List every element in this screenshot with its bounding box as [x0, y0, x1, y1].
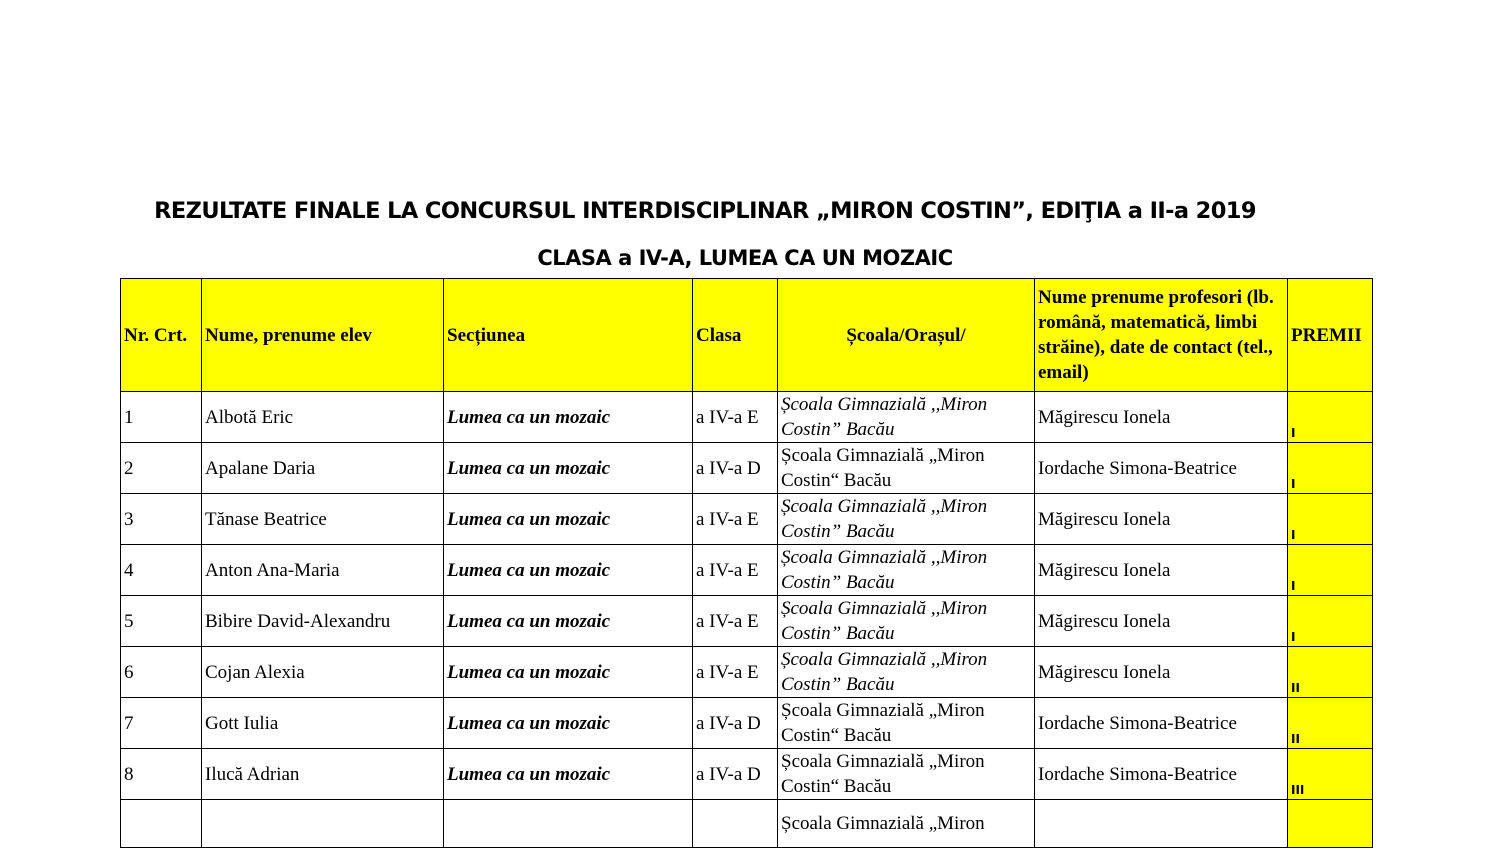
cell-profesor: Măgirescu Ionela [1035, 392, 1288, 443]
cell-nume: Anton Ana-Maria [202, 545, 444, 596]
cell-premiu: I [1288, 596, 1373, 647]
cell-profesor [1035, 800, 1288, 848]
cell-profesor: Iordache Simona-Beatrice [1035, 698, 1288, 749]
cell-clasa: a IV-a E [693, 392, 778, 443]
header-nume: Nume, prenume elev [202, 279, 444, 392]
cell-nume: Apalane Daria [202, 443, 444, 494]
cell-scoala: Școala Gimnazială „Miron Costin“ Bacău [778, 443, 1035, 494]
table-row [121, 494, 1373, 545]
cell-scoala: Școala Gimnazială „Miron Costin“ Bacău [778, 749, 1035, 800]
cell-nr: 5 [121, 596, 202, 647]
table-header-row [121, 279, 1373, 392]
cell-nume: Ilucă Adrian [202, 749, 444, 800]
cell-scoala: Școala Gimnazială ,,Miron Costin” Bacău [778, 596, 1035, 647]
cell-sectiunea: Lumea ca un mozaic [444, 749, 693, 800]
cell-nr: 6 [121, 647, 202, 698]
cell-clasa: a IV-a E [693, 545, 778, 596]
cell-profesor: Iordache Simona-Beatrice [1035, 749, 1288, 800]
cell-sectiunea: Lumea ca un mozaic [444, 494, 693, 545]
table-row [121, 749, 1373, 800]
cell-scoala: Școala Gimnazială ,,Miron Costin” Bacău [778, 647, 1035, 698]
cell-scoala: Școala Gimnazială „Miron [778, 800, 1035, 848]
document-subtitle: CLASA a IV-A, LUMEA CA UN MOZAIC [537, 246, 953, 270]
cell-clasa: a IV-a D [693, 443, 778, 494]
cell-nr: 4 [121, 545, 202, 596]
cell-premiu: II [1288, 698, 1373, 749]
cell-profesor: Măgirescu Ionela [1035, 596, 1288, 647]
cell-nr: 1 [121, 392, 202, 443]
header-nr: Nr. Crt. [121, 279, 202, 392]
cell-nr: 2 [121, 443, 202, 494]
cell-premiu: I [1288, 545, 1373, 596]
cell-sectiunea: Lumea ca un mozaic [444, 596, 693, 647]
cell-sectiunea: Lumea ca un mozaic [444, 698, 693, 749]
document-title: REZULTATE FINALE LA CONCURSUL INTERDISCIPLINAR „MIRON COSTIN”, EDIŢIA a II-a 2019 [154, 198, 1256, 224]
table-row [121, 545, 1373, 596]
header-clasa: Clasa [693, 279, 778, 392]
cell-sectiunea [444, 800, 693, 848]
table-row [121, 596, 1373, 647]
cell-nume: Albotă Eric [202, 392, 444, 443]
cell-premiu [1288, 800, 1373, 848]
cell-sectiunea: Lumea ca un mozaic [444, 392, 693, 443]
cell-premiu: II [1288, 647, 1373, 698]
cell-nr: 3 [121, 494, 202, 545]
cell-sectiunea: Lumea ca un mozaic [444, 545, 693, 596]
cell-premiu: I [1288, 392, 1373, 443]
cell-scoala: Școala Gimnazială ,,Miron Costin” Bacău [778, 494, 1035, 545]
cell-profesor: Măgirescu Ionela [1035, 494, 1288, 545]
cell-nume [202, 800, 444, 848]
table-row [121, 647, 1373, 698]
cell-sectiunea: Lumea ca un mozaic [444, 443, 693, 494]
cell-sectiunea: Lumea ca un mozaic [444, 647, 693, 698]
cell-nume: Cojan Alexia [202, 647, 444, 698]
table-row [121, 392, 1373, 443]
table-row [121, 698, 1373, 749]
cell-nr: 7 [121, 698, 202, 749]
cell-scoala: Școala Gimnazială ,,Miron Costin” Bacău [778, 545, 1035, 596]
cell-nume: Gott Iulia [202, 698, 444, 749]
cell-clasa [693, 800, 778, 848]
cell-scoala: Școala Gimnazială „Miron Costin“ Bacău [778, 698, 1035, 749]
cell-clasa: a IV-a E [693, 494, 778, 545]
cell-nume: Bibire David-Alexandru [202, 596, 444, 647]
header-sectiunea: Secțiunea [444, 279, 693, 392]
cell-premiu: I [1288, 494, 1373, 545]
cell-nr: 8 [121, 749, 202, 800]
header-scoala: Școala/Orașul/ [778, 279, 1035, 392]
header-premii: PREMII [1288, 279, 1373, 392]
results-table [120, 278, 1373, 848]
cell-clasa: a IV-a E [693, 647, 778, 698]
cell-profesor: Măgirescu Ionela [1035, 647, 1288, 698]
cell-profesor: Iordache Simona-Beatrice [1035, 443, 1288, 494]
cell-nr [121, 800, 202, 848]
table-row [121, 443, 1373, 494]
cell-premiu: III [1288, 749, 1373, 800]
cell-scoala: Școala Gimnazială ,,Miron Costin” Bacău [778, 392, 1035, 443]
cell-clasa: a IV-a D [693, 749, 778, 800]
cell-profesor: Măgirescu Ionela [1035, 545, 1288, 596]
table-row [121, 800, 1373, 848]
cell-premiu: I [1288, 443, 1373, 494]
header-profesori: Nume prenume profesori (lb. română, matematică, limbi străine), date de contact (tel., email) [1035, 279, 1288, 392]
cell-clasa: a IV-a D [693, 698, 778, 749]
cell-clasa: a IV-a E [693, 596, 778, 647]
cell-nume: Tănase Beatrice [202, 494, 444, 545]
